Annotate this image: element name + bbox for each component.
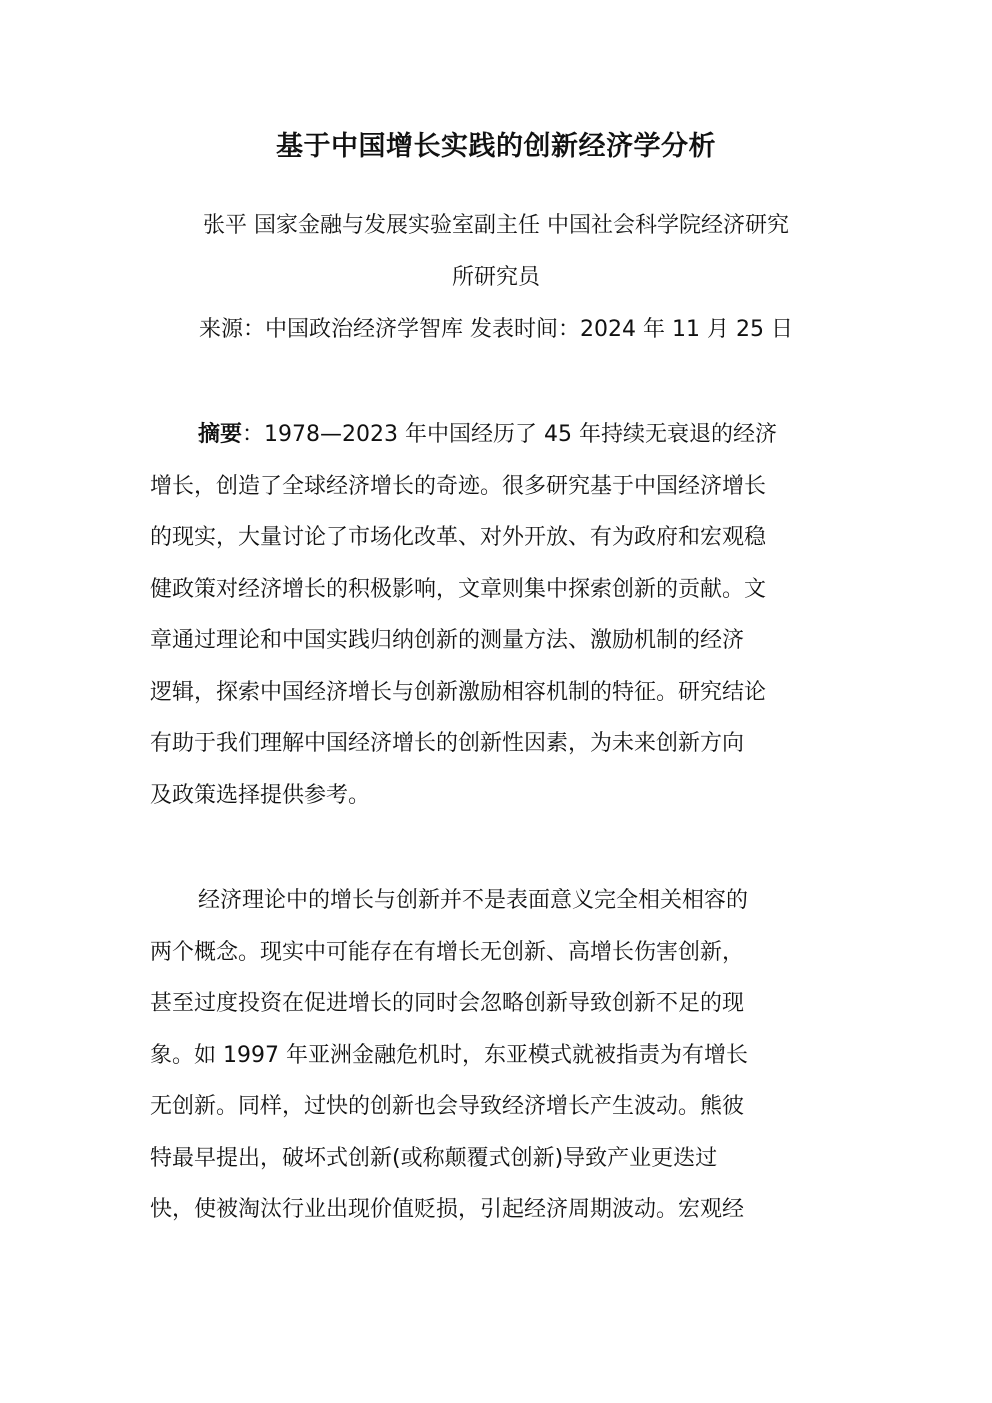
- author-line-continued: 所研究员: [451, 265, 540, 290]
- abstract-line: 健政策对经济增长的积极影响，文章则集中探索创新的贡献。文: [150, 576, 767, 602]
- body-paragraph: [150, 875, 842, 1236]
- abstract-line: 有助于我们理解中国经济增长的创新性因素，为未来创新方向: [150, 731, 745, 756]
- abstract-line-text: ：1978—2023 年中国经历了 45 年持续无衰退的经济: [242, 422, 777, 447]
- abstract-line: 逻辑，探索中国经济增长与创新激励相容机制的特征。研究结论: [150, 679, 767, 705]
- abstract-line: 及政策选择提供参考。: [150, 782, 371, 808]
- body-line: 无创新。同样，过快的创新也会导致经济增长产生波动。熊彼: [150, 1094, 745, 1119]
- document-title: 基于中国增长实践的创新经济学分析: [276, 131, 716, 162]
- body-line: 甚至过度投资在促进增长的同时会忽略创新导致创新不足的现: [150, 991, 745, 1016]
- body-line: 快，使被淘汰行业出现价值贬损，引起经济周期波动。宏观经: [150, 1197, 745, 1222]
- body-line: 两个概念。现实中可能存在有增长无创新、高增长伤害创新，: [150, 939, 745, 965]
- abstract-label: 摘要: [198, 422, 243, 447]
- body-line: 经济理论中的增长与创新并不是表面意义完全相关相容的: [198, 888, 749, 913]
- abstract-line: 的现实，大量讨论了市场化改革、对外开放、有为政府和宏观稳: [150, 525, 767, 550]
- abstract-paragraph: [150, 409, 842, 821]
- abstract-line: 增长，创造了全球经济增长的奇迹。很多研究基于中国经济增长: [150, 473, 767, 499]
- body-line: 特最早提出，破坏式创新(或称颠覆式创新)导致产业更迭过: [150, 1145, 718, 1171]
- body-line: 象。如 1997 年亚洲金融危机时，东亚模式就被指责为有增长: [150, 1042, 748, 1068]
- abstract-line: 章通过理论和中国实践归纳创新的测量方法、激励机制的经济: [150, 628, 745, 653]
- abstract-line: [150, 409, 842, 461]
- source-line: 来源：中国政治经济学智库 发表时间：2024 年 11 月 25 日: [199, 317, 793, 342]
- author-line: 张平 国家金融与发展实验室副主任 中国社会科学院经济研究: [203, 213, 789, 238]
